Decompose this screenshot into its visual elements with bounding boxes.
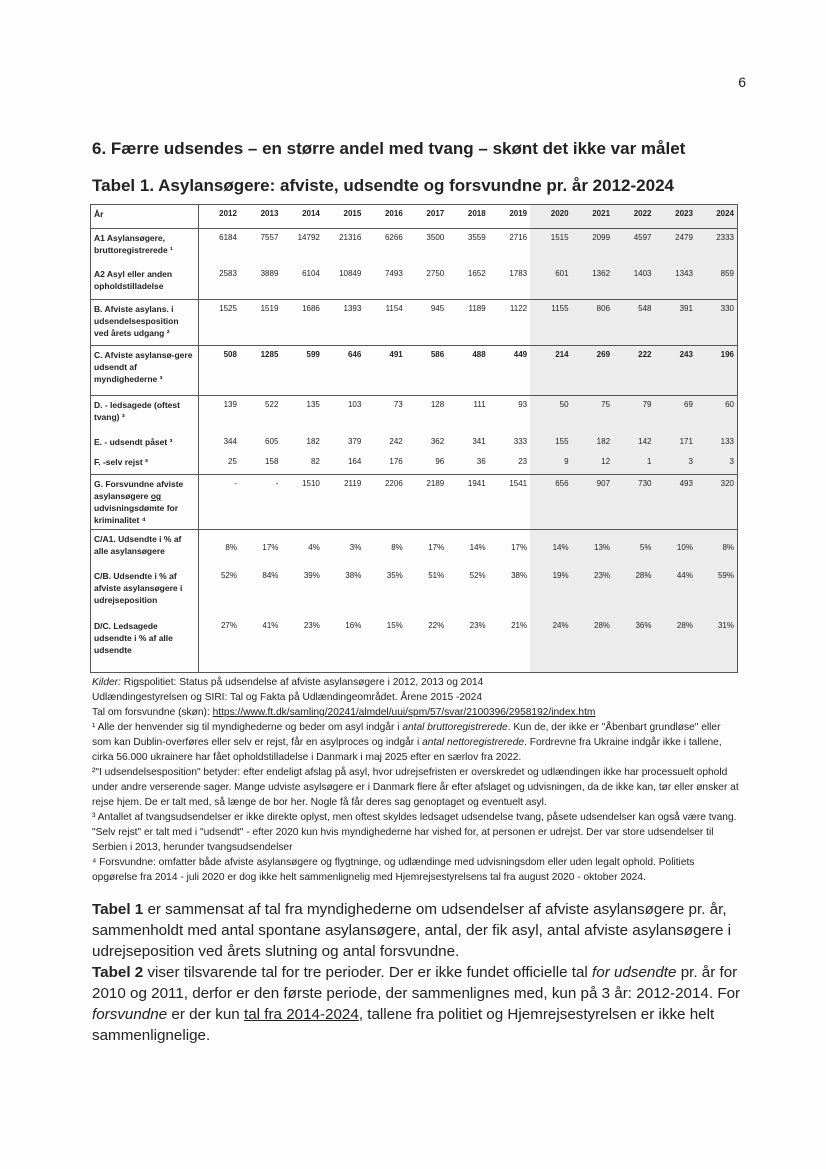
row-label: F. -selv rejst ³ [91, 453, 199, 475]
cell: 14% [530, 530, 571, 567]
year-header: 2019 [489, 205, 530, 229]
cell: 28% [572, 617, 613, 673]
cell: 1343 [654, 265, 695, 300]
footnote-3: ³ Antallet af tvangsudsendelser er ikke direkte oplyst, men oftest skyldes ledsaget udsendelse tvang, påsete udsendelser kan også være tvang. "Selv rejst" er talt med i "udsendt" - efter 2020 kun hvis myndighederne har vished for, at personen er udrejst. Der var store udsendelser til Serbien i 2013, herunder tvangsudsendelser [92, 812, 737, 853]
table-row [91, 453, 738, 475]
cell: 2189 [406, 475, 447, 530]
year-header: 2024 [696, 205, 738, 229]
cell: - [199, 475, 240, 530]
cell: 14% [469, 543, 486, 552]
cell: 601 [530, 265, 571, 300]
cell: 25 [199, 453, 240, 475]
footnote-2: ²"I udsendelsesposition" betyder: efter endeligt afslag på asyl, hvor udrejsefristen er overskredet og udlændingen ikke har processuelt ophold under andre verserende sager. Mange udviste asylsøgere er i Danmark flere år efter afslaget og udvisningen, da de ikke kan, tør eller ønsker at rejse hjem. De er talt med, så længe de bor her. Nogle få får deres sag genoptaget og eventuelt asyl. [92, 767, 739, 808]
year-header: 2018 [447, 205, 488, 229]
cell: 488 [447, 346, 488, 396]
table-title: Tabel 1. Asylansøgere: afviste, udsendte og forsvundne pr. år 2012-2024 [92, 176, 674, 195]
cell: 52% [469, 570, 486, 580]
cell: 1285 [240, 346, 281, 396]
cell: 362 [430, 436, 445, 446]
row-label: C/B. Udsendte i % af afviste asylansøgere i udrejseposition [91, 567, 199, 617]
cell: 39% [303, 570, 320, 580]
cell: 176 [364, 453, 405, 475]
cell: 599 [281, 346, 322, 396]
cell: 79 [613, 396, 654, 433]
cell: 4597 [613, 229, 654, 265]
cell: 1515 [530, 229, 571, 265]
cell: 269 [572, 346, 613, 396]
cell: 508 [199, 346, 240, 396]
cell: 23 [489, 453, 530, 475]
year-header: 2012 [199, 205, 240, 229]
cell: 21% [511, 620, 528, 630]
year-header: 2020 [530, 205, 571, 229]
cell: 3 [654, 453, 695, 475]
cell: 60 [696, 396, 738, 433]
cell: 51% [428, 570, 445, 580]
paragraph-2: Tabel 2 viser tilsvarende tal for tre perioder. Der er ikke fundet officielle tal for udsendte pr. år for 2010 og 2011, derfor er den første periode, der sammenlignes med, kun på 3 år: 2012-2014. For forsvundne er der kun tal fra 2014-2024, tallene fra politiet og Hjemrejsestyrelsen er ikke helt sammenlignelige. [92, 964, 741, 1044]
cell: 38% [345, 570, 362, 580]
cell: 36 [447, 453, 488, 475]
source-3: Tal om forsvundne (skøn): [92, 707, 213, 718]
page-number: 6 [738, 74, 746, 90]
year-header: 2017 [406, 205, 447, 229]
table-notes [92, 675, 742, 885]
row-label: D/C. Ledsagede udsendte i % af alle udsendte [91, 617, 199, 673]
cell: 605 [265, 436, 279, 446]
cell: 493 [654, 475, 695, 530]
cell: 139 [223, 400, 237, 409]
data-table [90, 204, 738, 673]
source-2: Udlændingestyrelsen og SIRI: Tal og Fakta på Udlændingeområdet. Årene 2015 -2024 [92, 692, 483, 703]
cell: 2716 [509, 233, 528, 242]
cell: 73 [393, 400, 403, 409]
cell: 133 [696, 433, 738, 453]
table-row [91, 567, 738, 617]
cell: 14792 [297, 233, 320, 242]
cell: 13% [572, 530, 613, 567]
table-row [91, 617, 738, 673]
cell: 8% [696, 530, 738, 567]
cell: 28% [613, 567, 654, 617]
cell: 17% [511, 543, 528, 552]
row-label: E. - udsendt påset ³ [91, 433, 199, 453]
year-header: 2021 [572, 205, 613, 229]
cell: 656 [530, 475, 571, 530]
source-link[interactable]: https://www.ft.dk/samling/20241/almdel/uui/spm/57/svar/2100396/2958192/index.htm [212, 707, 596, 718]
table-row [91, 265, 738, 300]
cell: 24% [530, 617, 571, 673]
cell: 6266 [384, 233, 403, 242]
cell: 3559 [467, 233, 486, 242]
row-label: B. Afviste asylans. i udsendelsesposition ved årets udgang ² [91, 300, 199, 346]
cell: 182 [572, 433, 613, 453]
cell: 730 [613, 475, 654, 530]
cell: 1154 [364, 300, 405, 346]
cell: 2583 [199, 265, 240, 300]
table-row [91, 300, 738, 346]
row-label: A2 Asyl eller anden opholdstilladelse [91, 265, 199, 300]
year-header: 2022 [613, 205, 654, 229]
cell: 8% [225, 543, 237, 552]
section-title: 6. Færre udsendes – en større andel med tvang – skønt det ikke var målet [92, 139, 686, 158]
cell: 41% [262, 620, 279, 630]
cell: 491 [364, 346, 405, 396]
cell: 22% [428, 620, 445, 630]
cell: 2750 [406, 265, 447, 300]
cell: 341 [472, 436, 486, 446]
cell: 1783 [489, 265, 530, 300]
cell: 333 [513, 436, 528, 446]
cell: 9 [530, 453, 571, 475]
paragraph-1: Tabel 1 er sammensat af tal fra myndighederne om udsendelser af afviste asylansøgere pr. år, sammenholdt med antal spontane asylansøgere, antal, der fik asyl, antal afviste asylansøgere i udrejseposition ved årets slutning og antal forsvundne. [92, 901, 732, 960]
cell: 171 [654, 433, 695, 453]
cell: 36% [613, 617, 654, 673]
year-header: 2014 [281, 205, 322, 229]
cell: 330 [696, 300, 738, 346]
cell: 1519 [240, 300, 281, 346]
cell: 8% [391, 543, 403, 552]
cell: 5% [613, 530, 654, 567]
table-row [91, 530, 738, 567]
cell: 242 [389, 436, 403, 446]
cell: 2119 [323, 475, 364, 530]
cell: 38% [511, 570, 528, 580]
row-label: D. - ledsagede (oftest tvang) ³ [91, 396, 199, 433]
row-label: G. Forsvundne afviste asylansøgere og udvisningsdømte for kriminalitet ⁴ [91, 475, 199, 530]
cell: 1686 [281, 300, 322, 346]
row-label: C/A1. Udsendte i % af alle asylansøgere [91, 530, 199, 567]
cell: 164 [323, 453, 364, 475]
header-row [91, 205, 738, 229]
row-label: C. Afviste asylansø-gere udsendt af myndighederne ³ [91, 346, 199, 396]
cell: 1652 [447, 265, 488, 300]
cell: 23% [469, 620, 486, 630]
cell: 59% [696, 567, 738, 617]
cell: 586 [406, 346, 447, 396]
footnote-4: ⁴ Forsvundne: omfatter både afviste asylansøgere og flygtninge, og udlændinge med udvisningsdom eller uden legalt ophold. Politiets opgørelse fra 2014 - juli 2020 er dog ikke helt sammenlignelig med Hjemrejsestyrelsens tal fra august 2020 - oktober 2024. [92, 857, 695, 883]
cell: 35% [386, 570, 403, 580]
cell: 548 [613, 300, 654, 346]
cell: 10849 [323, 265, 364, 300]
cell: 1189 [447, 300, 488, 346]
cell: 16% [345, 620, 362, 630]
cell: 1 [613, 453, 654, 475]
cell: 2206 [364, 475, 405, 530]
table-row [91, 475, 738, 530]
table-row [91, 433, 738, 453]
cell: 449 [489, 346, 530, 396]
cell: 320 [696, 475, 738, 530]
cell: 27% [220, 620, 237, 630]
cell: 1362 [572, 265, 613, 300]
cell: 243 [654, 346, 695, 396]
cell: 21316 [339, 233, 362, 242]
year-header: 2023 [654, 205, 695, 229]
cell: 93 [518, 400, 528, 409]
footnote-1: ¹ Alle der henvender sig til myndighederne og beder om asyl indgår i antal bruttoregistrerede. Kun de, der ikke er "Åbenbart grundløse" eller som kan Dublin-overføres eller selv er rejst, får en asylproces og indgår i antal nettoregistrerede. Fordrevne fra Ukraine indgår ikke i tallene, cirka 56.000 ukrainere har fået opholdstilladelse i Danmark i maj 2025 efter en særlov fra 2022. [92, 722, 722, 763]
cell: 1155 [530, 300, 571, 346]
cell: 2333 [696, 229, 738, 265]
cell: 15% [386, 620, 403, 630]
cell: 1525 [199, 300, 240, 346]
cell: 2479 [654, 229, 695, 265]
cell: 6104 [281, 265, 322, 300]
cell: 10% [654, 530, 695, 567]
cell: 52% [220, 570, 237, 580]
table-row [91, 229, 738, 265]
header-label: År [91, 205, 199, 229]
cell: 28% [654, 617, 695, 673]
cell: 3 [696, 453, 738, 475]
cell: 31% [696, 617, 738, 673]
cell: 4% [308, 543, 320, 552]
cell: 522 [265, 400, 279, 409]
cell: 128 [430, 400, 445, 409]
cell: 214 [530, 346, 571, 396]
cell: 12 [572, 453, 613, 475]
cell: 7557 [260, 233, 279, 242]
cell: 3500 [426, 233, 445, 242]
row-label: A1 Asylansøgere, bruttoregistrerede ¹ [91, 229, 199, 265]
cell: 379 [347, 436, 362, 446]
cell: 75 [572, 396, 613, 433]
cell: 142 [613, 433, 654, 453]
cell: 806 [572, 300, 613, 346]
cell: 196 [696, 346, 738, 396]
cell: 19% [530, 567, 571, 617]
cell: 1541 [489, 475, 530, 530]
body-text [92, 899, 742, 1046]
cell: 44% [654, 567, 695, 617]
cell: 2099 [572, 229, 613, 265]
sources-label: Kilder: [92, 677, 121, 688]
source-1: Rigspolitiet: Status på udsendelse af afviste asylansøgere i 2012, 2013 og 2014 [120, 677, 484, 688]
cell: 158 [240, 453, 281, 475]
cell: 859 [696, 265, 738, 300]
cell: 3889 [240, 265, 281, 300]
cell: 82 [281, 453, 322, 475]
cell: 1403 [613, 265, 654, 300]
cell: 7493 [364, 265, 405, 300]
cell: 182 [306, 436, 320, 446]
cell: 17% [428, 543, 445, 552]
cell: 646 [323, 346, 364, 396]
cell: 155 [530, 433, 571, 453]
cell: 1122 [489, 300, 530, 346]
cell: 23% [572, 567, 613, 617]
table-row [91, 396, 738, 433]
cell: 1941 [447, 475, 488, 530]
year-header: 2016 [364, 205, 405, 229]
cell: 344 [223, 436, 237, 446]
cell: 50 [530, 396, 571, 433]
cell: 84% [262, 570, 279, 580]
cell: 1393 [323, 300, 364, 346]
cell: 96 [406, 453, 447, 475]
cell: 3% [349, 543, 362, 552]
cell: 391 [654, 300, 695, 346]
year-header: 2013 [240, 205, 281, 229]
cell: 907 [572, 475, 613, 530]
cell: 222 [613, 346, 654, 396]
cell: 111 [473, 400, 486, 409]
cell: 23% [303, 620, 320, 630]
cell: 69 [654, 396, 695, 433]
cell: - [240, 475, 281, 530]
table-row [91, 346, 738, 396]
cell: 17% [262, 543, 279, 552]
year-header: 2015 [323, 205, 364, 229]
cell: 6184 [219, 233, 237, 242]
cell: 103 [347, 400, 362, 409]
cell: 945 [406, 300, 447, 346]
cell: 135 [306, 400, 320, 409]
cell: 1510 [281, 475, 322, 530]
